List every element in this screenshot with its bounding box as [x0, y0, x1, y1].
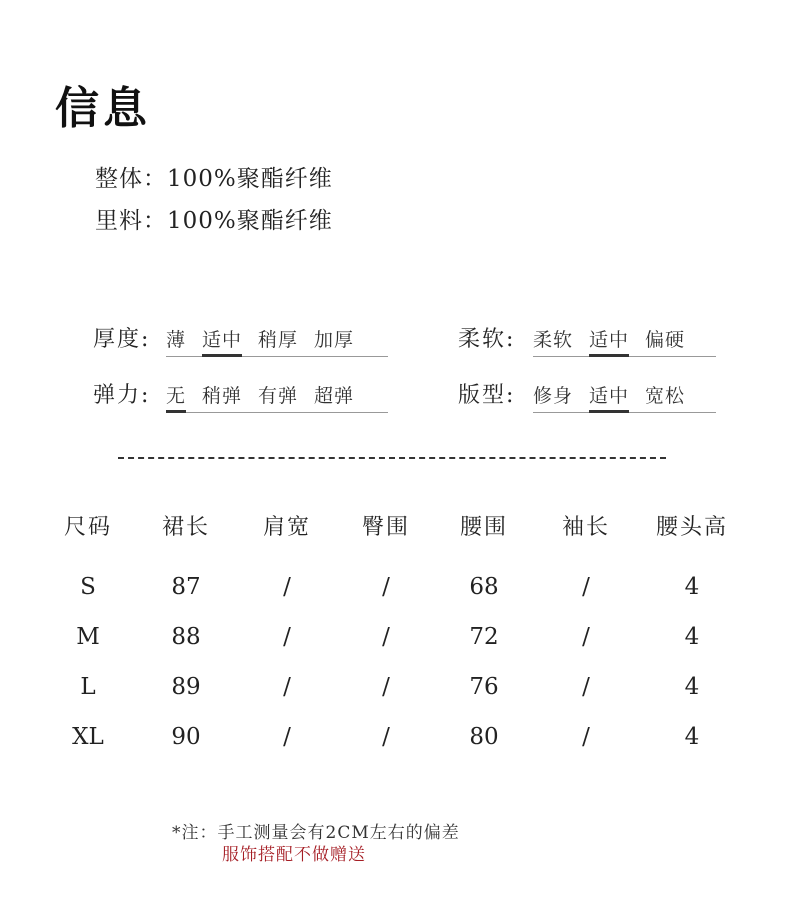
attr-option: 柔软 — [533, 329, 574, 351]
attr-option: 适中 — [589, 381, 629, 408]
attr-option: 稍厚 — [258, 329, 299, 351]
material-sep: ： — [143, 166, 167, 192]
measurement-note: *注：手工测量会有2CM左右的偏差 — [172, 823, 460, 843]
table-cell: / — [382, 624, 390, 650]
table-cell: 90 — [171, 724, 201, 750]
attr-label-softness: 柔软: — [458, 327, 516, 352]
table-cell: XL — [72, 724, 104, 750]
attr-option: 薄 — [166, 329, 187, 351]
attr-option: 修身 — [533, 385, 574, 407]
material-overall — [95, 160, 333, 193]
page-title: 信息 — [55, 83, 151, 134]
table-cell: L — [80, 674, 96, 700]
attr-options-softness — [533, 325, 716, 357]
material-value: 100%聚酯纤维 — [167, 166, 333, 192]
table-cell: 80 — [469, 724, 499, 750]
table-header-cell: 腰围 — [459, 515, 508, 540]
table-cell: / — [582, 574, 590, 600]
table-header-cell: 尺码 — [63, 515, 112, 540]
table-cell: 68 — [469, 574, 499, 600]
attr-option: 适中 — [202, 325, 242, 352]
material-label: 整体 — [95, 166, 143, 192]
table-cell: / — [582, 724, 590, 750]
material-label: 里料 — [95, 208, 143, 234]
table-cell: / — [582, 674, 590, 700]
attr-option: 适中 — [589, 325, 629, 352]
accessory-note: 服饰搭配不做赠送 — [222, 845, 366, 865]
attr-option: 宽松 — [645, 385, 686, 407]
attr-option: 有弹 — [258, 385, 299, 407]
material-value: 100%聚酯纤维 — [167, 208, 333, 234]
attr-label-elasticity: 弹力: — [93, 383, 151, 408]
table-cell: 4 — [684, 574, 700, 600]
attr-option: 加厚 — [314, 329, 355, 351]
table-cell: / — [382, 574, 390, 600]
table-cell: 4 — [684, 624, 700, 650]
attr-option: 无 — [166, 381, 186, 408]
table-cell: 89 — [171, 674, 201, 700]
material-sep: ： — [143, 208, 167, 234]
table-header-cell: 腰头高 — [655, 515, 728, 540]
attr-option: 超弹 — [314, 385, 355, 407]
table-header-cell: 裙长 — [161, 515, 210, 540]
table-header-cell: 臀围 — [361, 515, 410, 540]
table-cell: / — [283, 574, 291, 600]
attr-options-thickness — [166, 325, 388, 357]
section-divider — [118, 457, 666, 459]
table-cell: 4 — [684, 724, 700, 750]
attr-options-elasticity — [166, 381, 388, 413]
table-cell: / — [283, 724, 291, 750]
table-cell: 76 — [469, 674, 499, 700]
table-cell: / — [382, 674, 390, 700]
attr-label-fit: 版型: — [458, 383, 516, 408]
attr-label-thickness: 厚度: — [93, 327, 151, 352]
table-header-cell: 肩宽 — [262, 515, 311, 540]
attr-options-fit — [533, 381, 716, 413]
table-cell: S — [80, 574, 96, 600]
table-cell: 87 — [171, 574, 201, 600]
attr-option: 稍弹 — [202, 385, 243, 407]
table-cell: / — [283, 624, 291, 650]
table-header-cell: 袖长 — [561, 515, 610, 540]
table-cell: / — [382, 724, 390, 750]
material-lining — [95, 202, 333, 235]
table-cell: 4 — [684, 674, 700, 700]
attr-option: 偏硬 — [645, 329, 686, 351]
table-cell: M — [76, 624, 100, 650]
table-cell: / — [582, 624, 590, 650]
table-cell: 88 — [171, 624, 201, 650]
table-cell: / — [283, 674, 291, 700]
table-cell: 72 — [469, 624, 499, 650]
